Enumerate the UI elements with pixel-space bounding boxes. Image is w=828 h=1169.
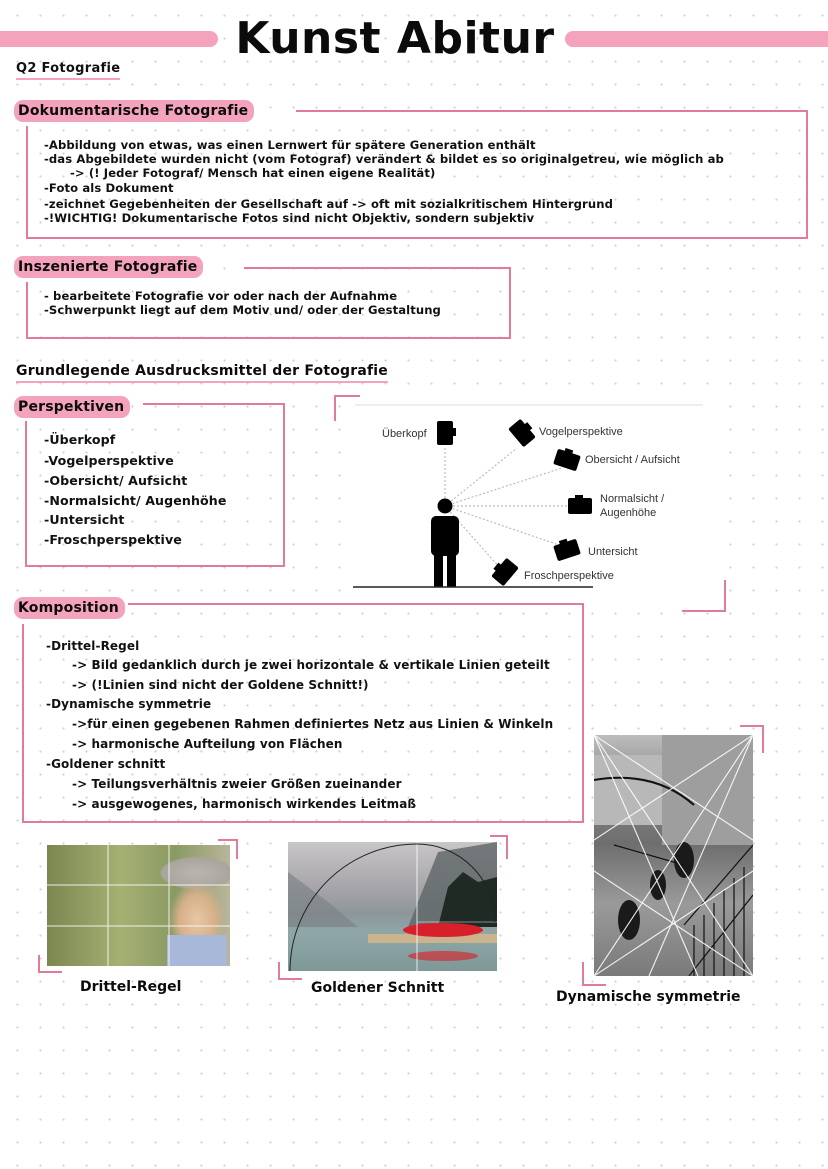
- frame-corner: [682, 610, 726, 612]
- frame-corner: [218, 839, 238, 841]
- camera-icon-normal: [568, 495, 592, 514]
- list-item: -das Abgebildete wurden nicht (vom Fotograf) verändert & bildet es so originalgetreu, wie möglich ab: [44, 152, 724, 166]
- list-item: -Normalsicht/ Augenhöhe: [44, 493, 227, 508]
- frame-corner: [582, 962, 584, 986]
- caption-goldener-schnitt: Goldener Schnitt: [311, 980, 445, 996]
- title-bar-right: [565, 31, 828, 47]
- frame-line: [22, 821, 584, 823]
- list-item: -> Bild gedanklich durch je zwei horizontale & vertikale Linien geteilt: [72, 658, 550, 672]
- example-image-goldener-schnitt: [288, 842, 497, 971]
- page-title: Kunst Abitur: [235, 13, 555, 64]
- heading-perspektiven: Perspektiven: [14, 396, 130, 418]
- label-normal-1: Normalsicht /: [600, 493, 665, 505]
- list-item: -Goldener schnitt: [46, 757, 166, 771]
- frame-line: [806, 110, 808, 239]
- frame-line: [26, 237, 808, 239]
- heading-inszeniert: Inszenierte Fotografie: [14, 256, 203, 278]
- list-item: -Dynamische symmetrie: [46, 697, 212, 711]
- list-item: -Untersicht: [44, 512, 125, 527]
- frame-corner: [582, 984, 606, 986]
- frame-line: [25, 421, 27, 567]
- label-normal-2: Augenhöhe: [600, 507, 657, 519]
- list-item: -> harmonische Aufteilung von Flächen: [72, 737, 343, 751]
- frame-line: [509, 267, 511, 339]
- frame-corner: [506, 835, 508, 859]
- heading-komposition: Komposition: [14, 597, 125, 619]
- list-item: -> Teilungsverhältnis zweier Größen zueinander: [72, 777, 402, 791]
- example-image-dynamische-symmetrie: [594, 735, 753, 976]
- golden-ratio-overlay: [288, 842, 497, 971]
- label-ueberkopf: Überkopf: [382, 428, 427, 440]
- frame-line: [582, 603, 584, 823]
- frame-corner: [724, 580, 726, 612]
- example-image-drittel-regel: [47, 845, 230, 966]
- heading-dokumentarisch: Dokumentarische Fotografie: [14, 100, 254, 122]
- list-item: -Schwerpunkt liegt auf dem Motiv und/ oder der Gestaltung: [44, 303, 441, 317]
- caption-drittel-regel: Drittel-Regel: [80, 979, 182, 995]
- page-subtitle: Q2 Fotografie: [16, 61, 120, 80]
- caption-dynamische-symmetrie: Dynamische symmetrie: [556, 989, 741, 1005]
- label-vogel: Vogelperspektive: [539, 426, 623, 438]
- frame-corner: [334, 395, 360, 397]
- person-icon: [431, 499, 459, 588]
- camera-icon-ueberkopf: [437, 421, 456, 445]
- list-item: -Obersicht/ Aufsicht: [44, 473, 188, 488]
- list-item: -!WICHTIG! Dokumentarische Fotos sind nicht Objektiv, sondern subjektiv: [44, 211, 535, 225]
- list-item: -zeichnet Gegebenheiten der Gesellschaft auf -> oft mit sozialkritischem Hintergrund: [44, 197, 613, 211]
- list-item: -> (!Linien sind nicht der Goldene Schnitt!): [72, 678, 369, 692]
- frame-line: [143, 403, 285, 405]
- frame-corner: [38, 971, 62, 973]
- list-item: -> (! Jeder Fotograf/ Mensch hat einen eigene Realität): [70, 166, 436, 180]
- list-item: -Überkopf: [44, 432, 116, 447]
- frame-line: [283, 403, 285, 567]
- frame-line: [296, 110, 808, 112]
- heading-grundlegend: Grundlegende Ausdrucksmittel der Fotografie: [16, 361, 388, 383]
- thirds-grid-overlay: [47, 845, 230, 966]
- list-item: -Drittel-Regel: [46, 639, 140, 653]
- list-item: -Froschperspektive: [44, 532, 182, 547]
- label-frosch: Froschperspektive: [524, 570, 614, 582]
- frame-line: [128, 603, 584, 605]
- list-item: -Abbildung von etwas, was einen Lernwert für spätere Generation enthält: [44, 138, 536, 152]
- label-untersicht: Untersicht: [588, 546, 638, 558]
- frame-corner: [334, 395, 336, 421]
- frame-corner: [762, 725, 764, 753]
- frame-corner: [236, 839, 238, 859]
- frame-line: [26, 126, 28, 239]
- camera-icon-untersicht: [552, 536, 581, 561]
- list-item: -> ausgewogenes, harmonisch wirkendes Leitmaß: [72, 797, 417, 811]
- frame-corner: [278, 978, 302, 980]
- frame-line: [26, 282, 28, 339]
- camera-icon-obersicht: [553, 446, 582, 471]
- frame-line: [22, 624, 24, 823]
- title-bar-left: [0, 31, 218, 47]
- label-obersicht: Obersicht / Aufsicht: [585, 454, 680, 466]
- frame-line: [26, 337, 511, 339]
- frame-line: [25, 565, 285, 567]
- camera-icon-vogel: [508, 417, 538, 448]
- list-item: ->für einen gegebenen Rahmen definiertes Netz aus Linien & Winkeln: [72, 717, 554, 731]
- dynamic-symmetry-overlay: [594, 735, 753, 976]
- frame-corner: [740, 725, 764, 727]
- frame-line: [244, 267, 511, 269]
- list-item: -Foto als Dokument: [44, 181, 174, 195]
- perspective-diagram: [345, 400, 710, 595]
- list-item: - bearbeitete Fotografie vor oder nach der Aufnahme: [44, 289, 398, 303]
- list-item: -Vogelperspektive: [44, 453, 174, 468]
